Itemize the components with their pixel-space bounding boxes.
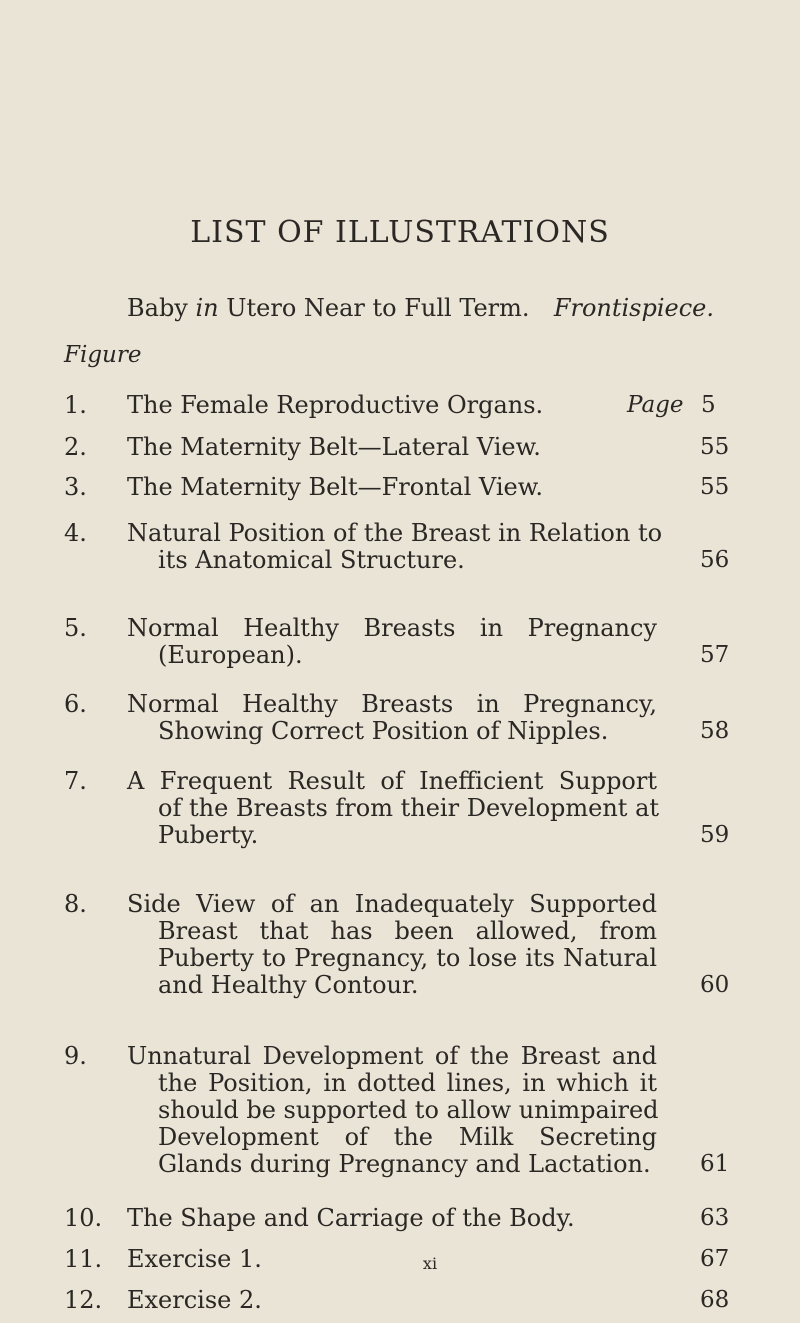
figure-title: [127, 615, 657, 669]
figure-title-line: Unnatural Development of the Breast and: [127, 1042, 657, 1070]
page-number: 57: [700, 642, 730, 668]
figure-title: [127, 434, 657, 461]
figure-title-line: Normal Healthy Breasts in Pregnancy,: [127, 690, 657, 718]
figure-number: 10.: [64, 1204, 103, 1232]
figure-title-line: Side View of an Inadequately Supported: [127, 890, 657, 918]
frontispiece-title: Baby in Utero Near to Full Term.: [127, 294, 530, 322]
figure-title-line: Exercise 1.: [127, 1245, 262, 1273]
page-heading: LIST OF ILLUSTRATIONS: [190, 215, 610, 250]
figure-title: [127, 519, 663, 574]
page-number: 68: [700, 1287, 730, 1313]
page-folio: xi: [422, 1254, 438, 1273]
figure-number: 3.: [64, 473, 87, 501]
figure-number: 8.: [64, 890, 87, 918]
figure-number: 5.: [64, 614, 87, 642]
page-number: 60: [700, 972, 730, 998]
frontispiece-entry: [127, 294, 714, 322]
frontispiece-label: Frontispiece.: [553, 294, 714, 322]
page-number: 55: [700, 474, 730, 500]
figure-title-line: Glands during Pregnancy and Lactation.: [158, 1150, 651, 1178]
figure-title-line: A Frequent Result of Inefficient Support: [127, 767, 657, 795]
page-column-label: Page: [627, 392, 684, 418]
figure-title-line: and Healthy Contour.: [158, 971, 419, 999]
page-number: 63: [700, 1205, 730, 1231]
figure-title: [127, 1043, 657, 1178]
figure-title: [127, 474, 657, 501]
figure-title: [127, 767, 660, 849]
figure-number: 11.: [64, 1245, 103, 1273]
figure-title-line: The Maternity Belt—Lateral View.: [127, 433, 541, 461]
figure-number: 2.: [64, 433, 87, 461]
page-number: 61: [700, 1151, 730, 1177]
figure-title-line: its Anatomical Structure.: [158, 546, 465, 574]
page-number: 58: [700, 718, 730, 744]
figure-title-line: (European).: [158, 641, 303, 669]
figure-title-line: should be supported to allow unimpaired: [158, 1096, 659, 1124]
figure-title-line: the Position, in dotted lines, in which it: [158, 1069, 657, 1097]
figure-number: 6.: [64, 690, 87, 718]
figure-title-line: of the Breasts from their Development at: [158, 794, 660, 822]
figure-title: [127, 1205, 657, 1232]
figure-title: [127, 691, 657, 745]
figure-title: [127, 891, 657, 999]
figure-title-line: Development of the Milk Secreting: [158, 1123, 657, 1151]
figure-title-line: Puberty.: [158, 821, 259, 849]
figure-title-line: The Shape and Carriage of the Body.: [127, 1204, 575, 1232]
figure-title-line: The Maternity Belt—Frontal View.: [127, 473, 544, 501]
figure-title-line: Exercise 2.: [127, 1286, 262, 1314]
figure-number: 4.: [64, 519, 87, 547]
page-number: 55: [700, 434, 730, 460]
figure-title: [127, 1287, 657, 1314]
page-number: 67: [700, 1246, 730, 1272]
figure-title-line: Breast that has been allowed, from: [158, 917, 657, 945]
page-number: 59: [700, 822, 730, 848]
figure-title-line: Puberty to Pregnancy, to lose its Natural: [158, 944, 657, 972]
page-number: 5: [701, 392, 716, 418]
figure-column-label: Figure: [64, 342, 142, 368]
page-number: 56: [700, 547, 730, 573]
figure-number: 12.: [64, 1286, 103, 1314]
figure-number: 9.: [64, 1042, 87, 1070]
figure-number: 1.: [64, 391, 87, 419]
figure-title-line: Normal Healthy Breasts in Pregnancy: [127, 614, 657, 642]
figure-number: 7.: [64, 767, 87, 795]
figure-title-line: The Female Reproductive Organs.: [127, 391, 544, 419]
figure-title-line: Natural Position of the Breast in Relation to: [127, 519, 663, 547]
figure-title-line: Showing Correct Position of Nipples.: [158, 717, 609, 745]
figure-title: [127, 392, 657, 419]
